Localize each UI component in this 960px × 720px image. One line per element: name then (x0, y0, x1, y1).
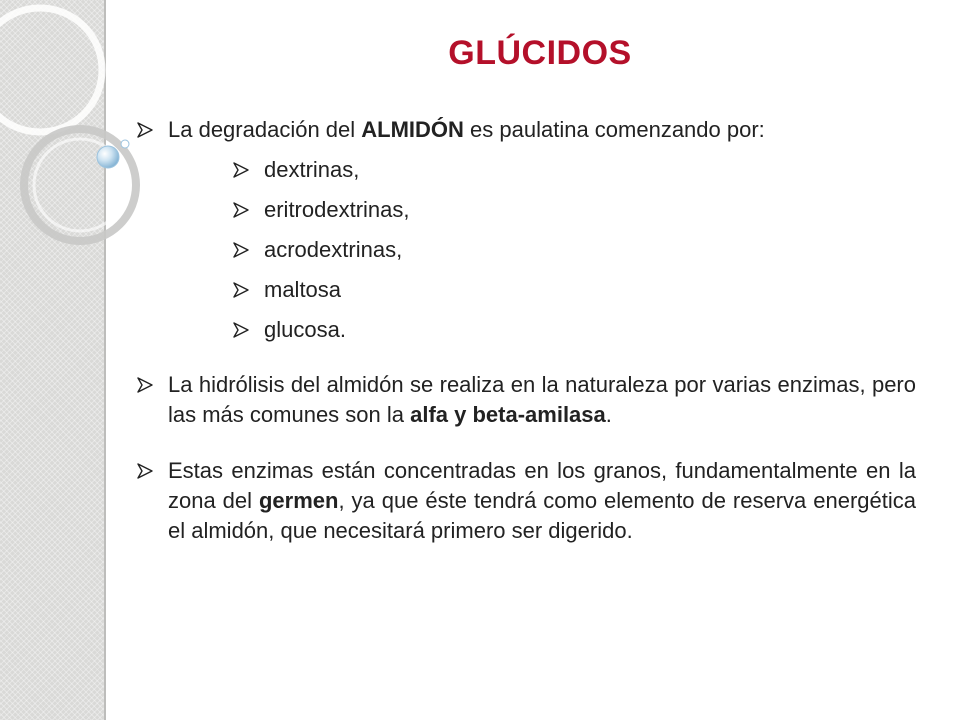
bullet-text: Estas enzimas están concentradas en los granos, fundamentalmente en la zona del germen, ya que éste tendrá como elemento de reserva energética el almidón, que necesitará primero ser digerido. (168, 458, 916, 543)
sub-list-text: maltosa (264, 277, 342, 302)
arrowhead-bullet-icon (134, 115, 156, 145)
bullet-item (134, 115, 914, 145)
arrowhead-bullet-icon (134, 456, 156, 486)
sub-list-text: glucosa. (264, 317, 346, 342)
sub-list-text: eritrodextrinas, (264, 197, 410, 222)
arrowhead-bullet-icon (230, 315, 252, 345)
sub-list-item (230, 275, 341, 305)
arrowhead-bullet-icon (230, 155, 252, 185)
arrowhead-bullet-icon (230, 235, 252, 265)
sub-list-item (230, 155, 359, 185)
bullet-text: La hidrólisis del almidón se realiza en la naturaleza por varias enzimas, pero las más comunes son la alfa y beta-amilasa. (168, 372, 916, 427)
sub-list-item (230, 235, 402, 265)
bullet-item (134, 370, 916, 430)
arrowhead-bullet-icon (230, 275, 252, 305)
decorative-circles-graphic (0, 0, 140, 260)
bold-term: alfa y beta-amilasa (410, 402, 606, 427)
bullet-item (134, 456, 916, 546)
bullet-text: La degradación del ALMIDÓN es paulatina comenzando por: (168, 117, 765, 142)
sub-list-text: dextrinas, (264, 157, 360, 182)
slide-title: GLÚCIDOS (448, 34, 632, 72)
sub-list-item (230, 315, 346, 345)
sub-list-text: acrodextrinas, (264, 237, 403, 262)
bold-term: ALMIDÓN (361, 117, 464, 142)
sub-list-item (230, 195, 410, 225)
bold-term: germen (258, 488, 339, 513)
arrowhead-bullet-icon (134, 370, 156, 400)
arrowhead-bullet-icon (230, 195, 252, 225)
